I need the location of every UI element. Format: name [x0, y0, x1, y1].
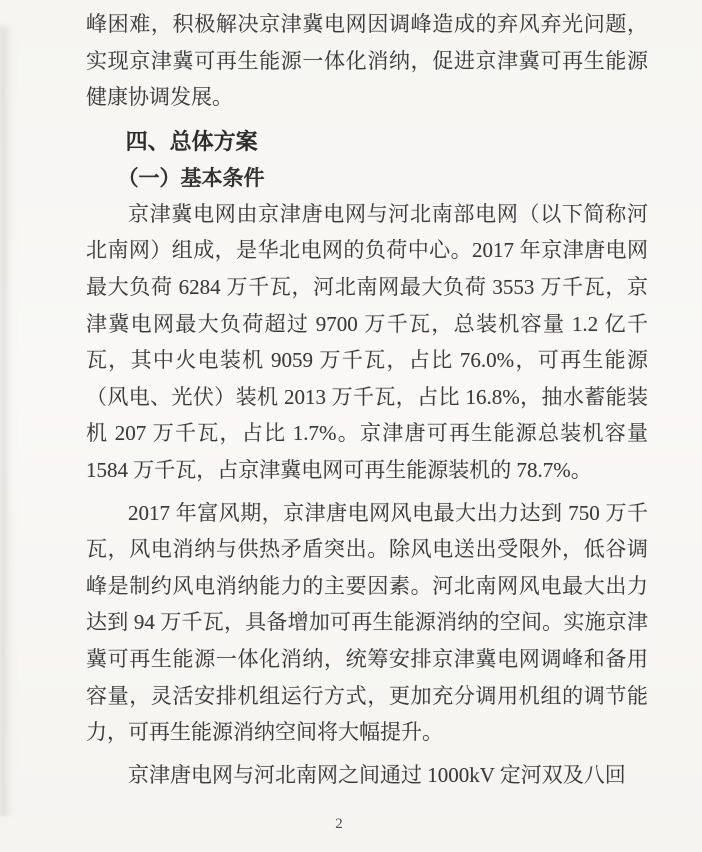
section-heading: 四、总体方案	[125, 128, 258, 154]
scan-shadow	[0, 26, 16, 816]
paragraph-grid-connection: 京津唐电网与河北南网之间通过 1000kV 定河双及八回	[128, 762, 626, 787]
subsection-heading: （一）基本条件	[117, 165, 265, 190]
paragraph-continuation: 峰困难，积极解决京津冀电网因调峰造成的弃风弃光问题，实现京津冀可再生能源一体化消纳，促进京津冀可再生能源健康协调发展。	[86, 12, 648, 110]
page-content	[86, 6, 648, 793]
paragraph-wind-power: 2017 年富风期，京津唐电网风电最大出力达到 750 万千瓦，风电消纳与供热矛盾突出。除风电送出受限外，低谷调峰是制约风电消纳能力的主要因素。河北南网风电最大出力达到 94 万千瓦，具备增加可再生能源消纳的空间。实施京津冀可再生能源一体化消纳，统筹安排京津冀电网调峰和备用容量，灵活安排机组运行方式，更加充分调用机组的调节能力，可再生能源消纳空间将大幅提升。	[86, 500, 648, 745]
paragraph-basic-conditions: 京津冀电网由京津唐电网与河北南部电网（以下简称河北南网）组成，是华北电网的负荷中心。2017 年京津唐电网最大负荷 6284 万千瓦，河北南网最大负荷 3553 万千瓦，京津冀电网最大负荷超过 9700 万千瓦，总装机容量 1.2 亿千瓦，其中火电装机 9059 万千瓦，占比 76.0%，可再生能源（风电、光伏）装机 2013 万千瓦，占比 16.8%，抽水蓄能装机 207 万千瓦，占比 1.7%。京津唐可再生能源总装机容量 1584 万千瓦，占京津冀电网可再生能源装机的 78.7%。	[86, 201, 648, 482]
page-number: 2	[335, 816, 343, 832]
